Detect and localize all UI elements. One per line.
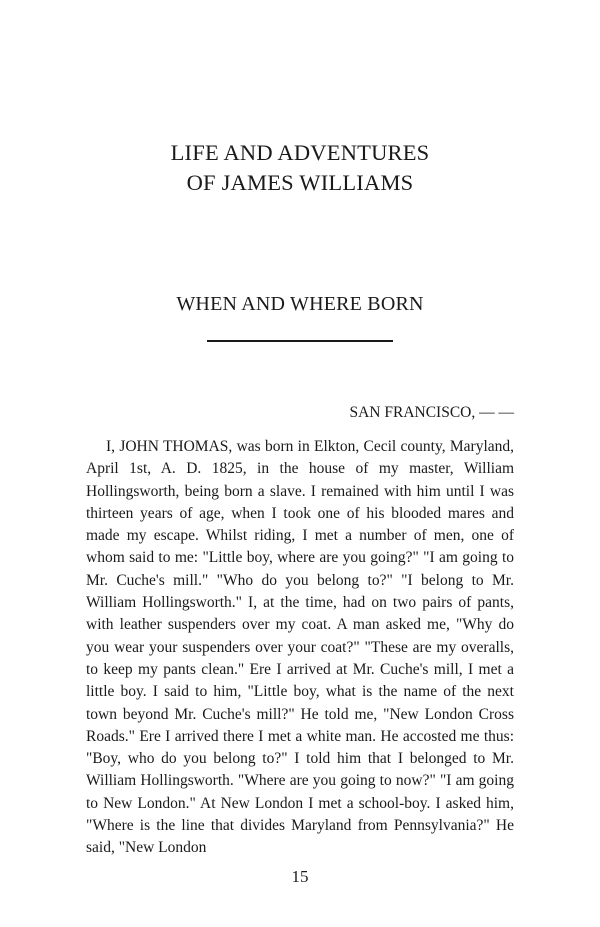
chapter-title: WHEN AND WHERE BORN (176, 293, 424, 315)
body-paragraph: I, JOHN THOMAS, was born in Elkton, Cecil county, Maryland, April 1st, A. D. 1825, in the house of my master, William Hollingsworth, being born a slave. I remained with him until I was thirteen years of age, when I took one of his blooded mares and made my escape. Whilst riding, I met a number of men, one of whom said to me: "Little boy, where are you going?" "I am going to Mr. Cuche's mill." "Who do you belong to?" "I belong to Mr. William Hollingsworth." I, at the time, had on two pairs of pants, with leather suspenders over my coat. A man asked me, "Why do you wear your suspenders over your coat?" "These are my overalls, to keep my pants clean." Ere I arrived at Mr. Cuche's mill, I met a little boy. I said to him, "Little boy, what is the name of the next town beyond Mr. Cuche's mill?" He told me, "New London Cross Roads." Ere I arrived there I met a white man. He accosted me thus: "Boy, who do you belong to?" I told him that I belonged to Mr. William Hollingsworth. "Where are you going to now?" "I am going to New London." At New London I met a school-boy. I asked him, "Where is the line that divides Maryland from Pennsylvania?" He said, "New London (86, 438, 514, 857)
book-title-line-1: LIFE AND ADVENTURES (170, 140, 430, 165)
dateline: SAN FRANCISCO, — — (349, 404, 514, 421)
book-title-line-2: OF JAMES WILLIAMS (186, 170, 414, 195)
page-number: 15 (291, 867, 309, 886)
chapter-divider (207, 340, 393, 342)
book-title (0, 138, 600, 198)
